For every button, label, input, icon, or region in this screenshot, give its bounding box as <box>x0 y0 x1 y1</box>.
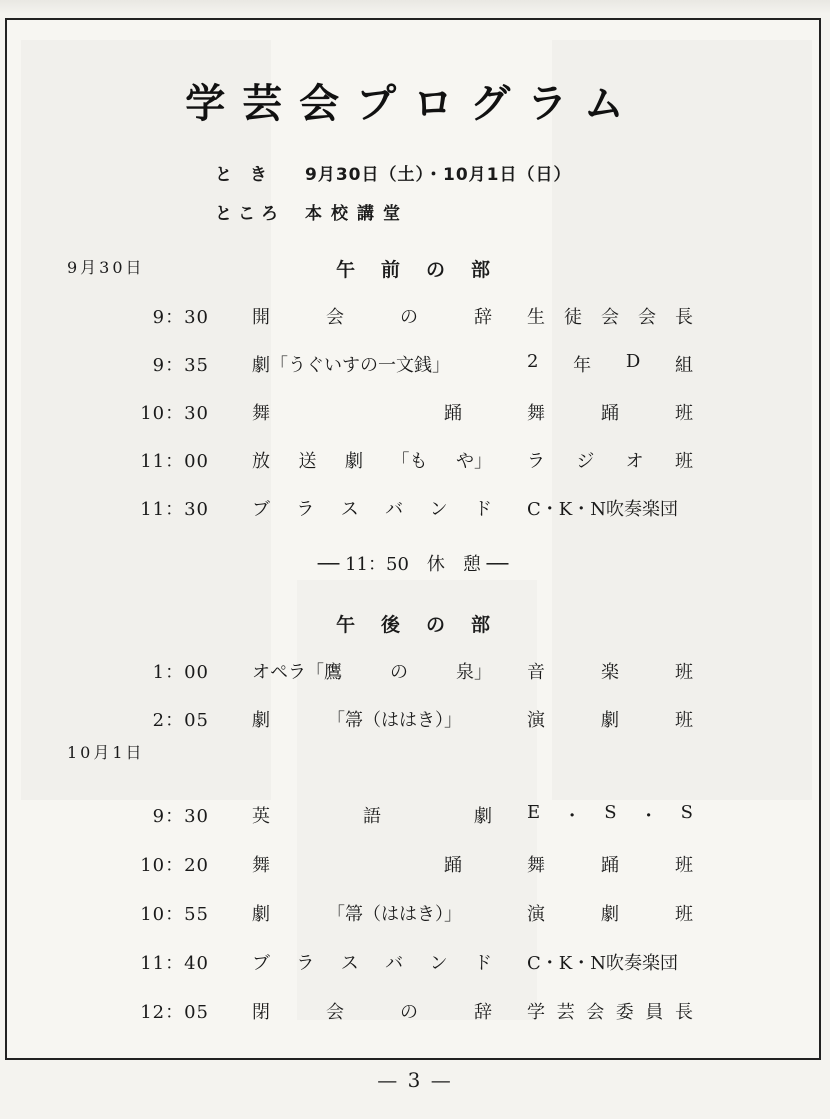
schedule-event <box>252 399 462 425</box>
event-text: 語 <box>363 806 381 827</box>
group-text: 踊 <box>601 403 619 424</box>
event-text: 泉」 <box>456 662 492 683</box>
group-text: 会 <box>638 307 656 328</box>
group-text: 徒 <box>564 307 582 328</box>
program-frame <box>5 18 821 1060</box>
group-text: 班 <box>674 451 693 472</box>
when-value: 9月30日（土）・10月1日（日） <box>305 165 572 185</box>
group-text: 演 <box>527 710 545 731</box>
group-text: 芸 <box>556 1002 575 1023</box>
group-text: 劇 <box>601 710 619 731</box>
day1-date: 9月30日 <box>67 258 145 277</box>
group-text: 班 <box>675 403 693 424</box>
event-text: 舞 <box>252 403 270 424</box>
group-text: C・K・N吹奏楽団 <box>527 953 678 974</box>
group-text: 委 <box>615 1002 634 1023</box>
schedule-event <box>252 658 492 684</box>
event-text: 辞 <box>474 307 492 328</box>
event-text: ン <box>429 499 448 520</box>
event-text: ラ <box>296 499 315 520</box>
event-text: ス <box>340 499 359 520</box>
afternoon-heading: 午後の部 <box>335 614 516 636</box>
schedule-group <box>527 706 693 732</box>
schedule-row <box>7 399 821 425</box>
event-text: 辞 <box>474 1002 492 1023</box>
event-text: 放 <box>252 451 270 472</box>
event-text: 劇 <box>252 710 270 731</box>
event-text: ラ <box>296 953 315 974</box>
schedule-group <box>527 900 693 926</box>
event-text: 「も <box>391 451 428 472</box>
schedule-row <box>7 495 821 521</box>
group-text: 学 <box>527 1002 545 1023</box>
schedule-group <box>527 802 693 828</box>
event-text: ド <box>473 499 492 520</box>
group-text: 班 <box>675 662 693 683</box>
event-text: 劇 <box>474 806 492 827</box>
group-text: 演 <box>527 904 545 925</box>
group-text: ジ <box>576 451 595 472</box>
event-text: ド <box>473 953 492 974</box>
event-text: 踊 <box>444 855 462 876</box>
schedule-event <box>252 802 492 828</box>
morning-heading: 午前の部 <box>335 259 516 281</box>
when-label: と き <box>215 165 273 185</box>
event-text: 閉 <box>252 1002 270 1023</box>
schedule-event <box>252 998 492 1024</box>
schedule-event <box>252 900 462 926</box>
schedule-event <box>252 949 492 975</box>
group-text: オ <box>625 451 644 472</box>
group-text: S <box>680 802 693 823</box>
event-text: バ <box>385 953 404 974</box>
schedule-time: 2：05 <box>152 710 209 731</box>
where-label: ところ <box>215 204 284 224</box>
page-title: 学芸会プログラム <box>185 81 641 127</box>
event-text: 劇「うぐいすの一文銭」 <box>252 355 450 376</box>
group-text: 会 <box>586 1002 605 1023</box>
page-number: — 3 — <box>377 1068 453 1092</box>
schedule-row <box>7 900 821 926</box>
event-text: オペラ「鷹 <box>252 662 342 683</box>
schedule-time: 11：40 <box>140 953 209 974</box>
schedule-row <box>7 706 821 732</box>
event-text: の <box>400 1002 418 1023</box>
schedule-group <box>527 658 693 684</box>
group-text: 舞 <box>527 403 545 424</box>
event-text: ブ <box>252 953 270 974</box>
group-text: 2 <box>527 351 539 372</box>
event-text: ブ <box>252 499 270 520</box>
group-text: ・ <box>563 806 582 827</box>
event-text: 踊 <box>444 403 462 424</box>
schedule-row <box>7 802 821 828</box>
event-text: や」 <box>456 451 492 472</box>
schedule-group <box>527 447 693 473</box>
group-text: 班 <box>675 855 693 876</box>
group-text: 舞 <box>527 855 545 876</box>
schedule-group <box>527 495 693 521</box>
schedule-row <box>7 447 821 473</box>
where-line <box>215 199 409 224</box>
event-text: 「箒（ははき）」 <box>327 710 462 731</box>
group-text: 会 <box>601 307 619 328</box>
schedule-time: 10：20 <box>140 855 209 876</box>
schedule-event <box>252 851 462 877</box>
schedule-time: 11：00 <box>140 451 209 472</box>
event-text: バ <box>385 499 404 520</box>
event-text: 会 <box>326 307 344 328</box>
event-text: 劇 <box>252 904 270 925</box>
break-line: ── 11：50 休 憩 ── <box>317 554 509 575</box>
event-text: 「箒（ははき）」 <box>327 904 462 925</box>
group-text: 班 <box>675 710 693 731</box>
event-text: 劇 <box>345 451 363 472</box>
top-strip <box>0 0 830 14</box>
schedule-row <box>7 998 821 1024</box>
schedule-time: 10：55 <box>140 904 209 925</box>
schedule-group <box>527 998 693 1024</box>
schedule-group <box>527 303 693 329</box>
group-text: 長 <box>675 307 693 328</box>
group-text: ・ <box>639 806 658 827</box>
schedule-row <box>7 851 821 877</box>
schedule-group <box>527 949 693 975</box>
schedule-row <box>7 351 821 377</box>
schedule-event <box>252 706 462 732</box>
event-text: 会 <box>326 1002 344 1023</box>
group-text: 組 <box>675 355 693 376</box>
schedule-time: 1：00 <box>152 662 209 683</box>
event-text: 英 <box>252 806 270 827</box>
day2-date: 10月1日 <box>67 743 145 762</box>
group-text: 踊 <box>601 855 619 876</box>
schedule-row <box>7 303 821 329</box>
schedule-event <box>252 495 492 521</box>
group-text: C・K・N吹奏楽団 <box>527 499 678 520</box>
event-text: の <box>390 662 408 683</box>
group-text: S <box>604 802 617 823</box>
group-text: 長 <box>674 1002 693 1023</box>
event-text: 開 <box>252 307 270 328</box>
schedule-group <box>527 399 693 425</box>
group-text: E <box>527 802 541 823</box>
group-text: 劇 <box>601 904 619 925</box>
schedule-time: 10：30 <box>140 403 209 424</box>
schedule-event <box>252 351 462 377</box>
schedule-event <box>252 303 492 329</box>
group-text: 年 <box>573 355 592 376</box>
event-text: ン <box>429 953 448 974</box>
group-text: D <box>625 351 641 372</box>
schedule-row <box>7 949 821 975</box>
schedule-row <box>7 658 821 684</box>
schedule-time: 9：30 <box>152 307 209 328</box>
event-text: 送 <box>298 451 317 472</box>
group-text: 員 <box>645 1002 664 1023</box>
group-text: 音 <box>527 662 545 683</box>
when-line <box>215 160 571 185</box>
schedule-event <box>252 447 492 473</box>
event-text: の <box>400 307 418 328</box>
schedule-group <box>527 851 693 877</box>
schedule-time: 11：30 <box>140 499 209 520</box>
group-text: ラ <box>527 451 545 472</box>
where-value: 本校講堂 <box>305 204 409 224</box>
schedule-time: 9：35 <box>152 355 209 376</box>
group-text: 楽 <box>601 662 619 683</box>
schedule-time: 12：05 <box>140 1002 209 1023</box>
event-text: ス <box>340 953 359 974</box>
group-text: 班 <box>675 904 693 925</box>
schedule-group <box>527 351 693 377</box>
event-text: 舞 <box>252 855 270 876</box>
group-text: 生 <box>527 307 545 328</box>
schedule-time: 9：30 <box>152 806 209 827</box>
